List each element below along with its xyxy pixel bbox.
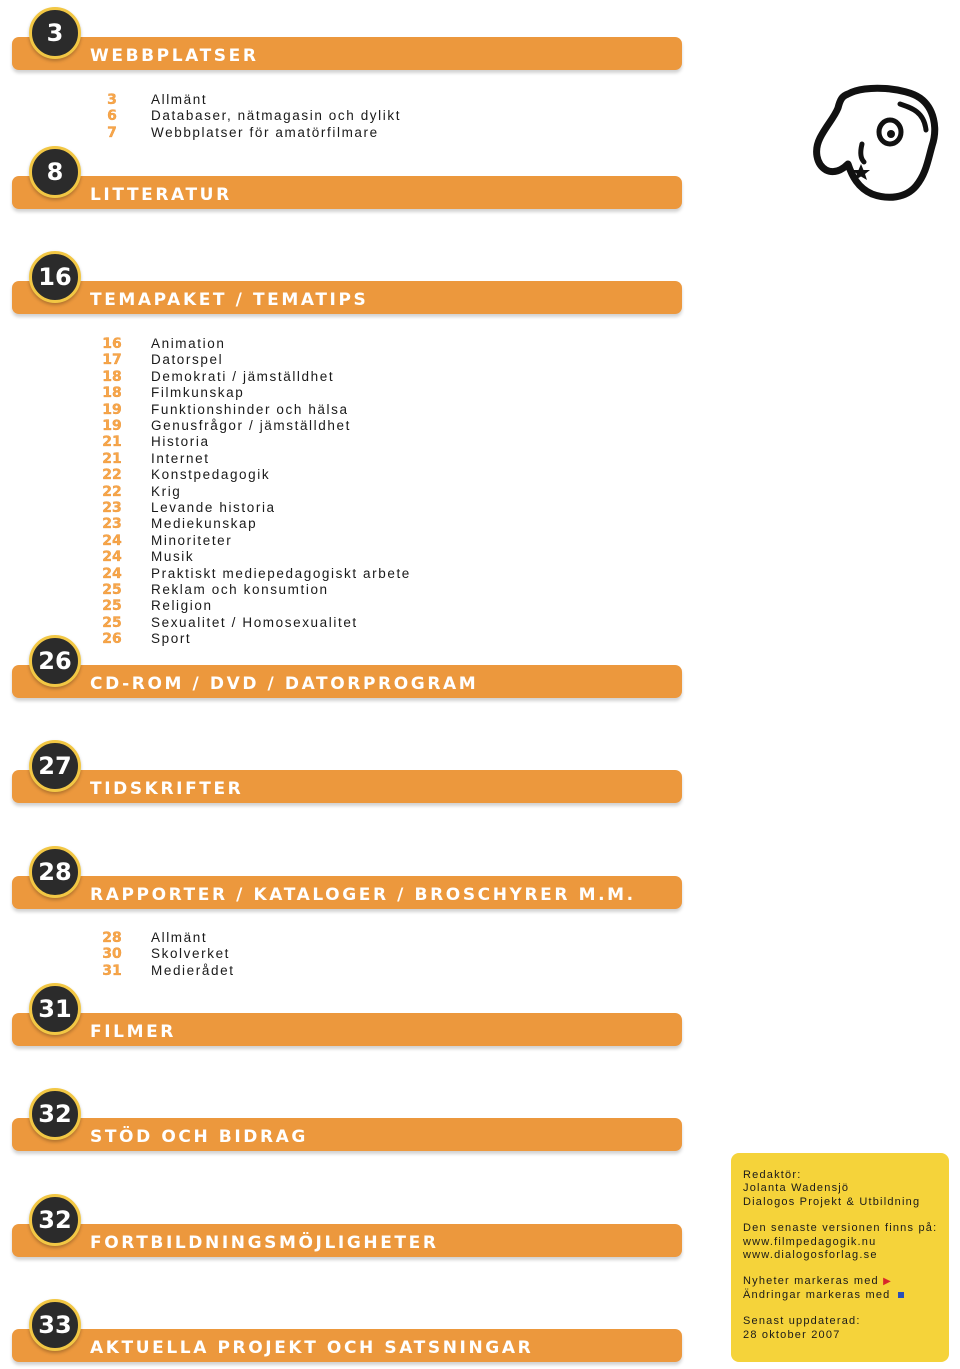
- page-number-badge: 8: [29, 146, 81, 198]
- page-number-badge: 26: [29, 635, 81, 687]
- item-label: Sport: [151, 631, 192, 647]
- item-page-number: 23: [102, 500, 122, 516]
- item-label: Allmänt: [151, 930, 208, 945]
- item-label: Konstpedagogik: [151, 467, 271, 483]
- item-label: Krig: [151, 483, 182, 499]
- item-page-number: 24: [102, 549, 122, 566]
- item-label: Musik: [151, 549, 195, 565]
- page-number-badge: 32: [29, 1194, 81, 1246]
- item-label: Animation: [151, 336, 226, 351]
- item-page-number: 18: [102, 385, 122, 402]
- item-label: Demokrati / jämställdhet: [151, 368, 335, 384]
- item-label: Skolverket: [151, 946, 231, 962]
- item-page-number: 24: [102, 532, 122, 549]
- item-label: Filmkunskap: [151, 385, 245, 401]
- latest-version-group: [743, 1222, 939, 1262]
- changes-legend: [743, 1289, 939, 1302]
- item-label: Internet: [151, 450, 210, 466]
- legend-group: [743, 1275, 939, 1302]
- item-page-number: 28: [102, 930, 122, 946]
- item-page-number: 30: [102, 946, 122, 963]
- page-number-badge: 27: [29, 740, 81, 792]
- section-title: FORTBILDNINGSMÖJLIGHETER: [90, 1233, 439, 1253]
- section-bar[interactable]: [12, 770, 682, 803]
- section-bar[interactable]: [12, 281, 682, 314]
- item-page-number: 23: [102, 516, 122, 533]
- item-label: Mediekunskap: [151, 516, 258, 532]
- news-label: Nyheter markeras med: [743, 1275, 879, 1288]
- section-bar[interactable]: [12, 1224, 682, 1257]
- editor-group: [743, 1169, 939, 1209]
- section-bar[interactable]: [12, 1013, 682, 1046]
- section-title: AKTUELLA PROJEKT OCH SATSNINGAR: [90, 1338, 534, 1358]
- section-bar[interactable]: [12, 37, 682, 70]
- section-title: RAPPORTER / KATALOGER / BROSCHYRER M.M.: [90, 885, 636, 905]
- item-label: Praktiskt mediepedagogiskt arbete: [151, 565, 411, 581]
- item-page-number: 25: [102, 582, 122, 598]
- item-label: Databaser, nätmagasin och dylikt: [151, 108, 402, 124]
- blue-square-icon: [898, 1292, 904, 1298]
- section-title: FILMER: [90, 1022, 176, 1042]
- section-bar[interactable]: [12, 1329, 682, 1362]
- section-bar[interactable]: [12, 1118, 682, 1151]
- url-dialogosforlag[interactable]: www.dialogosforlag.se: [743, 1249, 878, 1262]
- item-page-number: 3: [107, 92, 117, 108]
- section-title: WEBBPLATSER: [90, 46, 259, 66]
- editor-name: Jolanta Wadensjö: [743, 1182, 850, 1195]
- section-bar[interactable]: [12, 176, 682, 209]
- section-title: LITTERATUR: [90, 185, 232, 205]
- item-label: Allmänt: [151, 92, 208, 107]
- info-box: [731, 1153, 949, 1362]
- news-legend: [743, 1275, 939, 1288]
- item-page-number: 19: [102, 418, 122, 434]
- item-page-number: 26: [102, 631, 122, 648]
- section-title: STÖD OCH BIDRAG: [90, 1127, 308, 1147]
- item-page-number: 21: [102, 450, 122, 467]
- page-number-badge: 3: [29, 7, 81, 59]
- item-label: Genusfrågor / jämställdhet: [151, 418, 351, 433]
- item-page-number: 16: [102, 336, 122, 352]
- item-label: Reklam och konsumtion: [151, 582, 329, 597]
- item-page-number: 21: [102, 434, 122, 451]
- page-number-badge: 33: [29, 1299, 81, 1351]
- item-page-number: 24: [102, 565, 122, 582]
- item-page-number: 25: [102, 598, 122, 615]
- latest-label: Den senaste versionen finns på:: [743, 1222, 938, 1235]
- item-page-number: 22: [102, 467, 122, 484]
- item-label: Religion: [151, 598, 213, 614]
- item-page-number: 19: [102, 401, 122, 418]
- changes-label: Ändringar markeras med: [743, 1288, 891, 1301]
- page-number-badge: 16: [29, 251, 81, 303]
- item-label: Historia: [151, 434, 210, 450]
- page-number-badge: 32: [29, 1088, 81, 1140]
- item-page-number: 6: [107, 108, 117, 125]
- item-page-number: 25: [102, 614, 122, 631]
- item-label: Minoriteter: [151, 532, 233, 548]
- item-label: Sexualitet / Homosexualitet: [151, 614, 358, 630]
- item-label: Funktionshinder och hälsa: [151, 401, 349, 417]
- item-page-number: 7: [107, 124, 117, 141]
- item-page-number: 22: [102, 483, 122, 500]
- section-title: TIDSKRIFTER: [90, 779, 244, 799]
- section-title: TEMAPAKET / TEMATIPS: [90, 290, 369, 310]
- item-page-number: 17: [102, 352, 122, 369]
- page-number-badge: 28: [29, 846, 81, 898]
- item-label: Levande historia: [151, 500, 276, 515]
- url-filmpedagogik[interactable]: www.filmpedagogik.nu: [743, 1235, 877, 1248]
- section-bar[interactable]: [12, 665, 682, 698]
- updated-date: 28 oktober 2007: [743, 1328, 841, 1341]
- item-label: Datorspel: [151, 352, 224, 368]
- dog-face-icon: [808, 82, 940, 204]
- page-number-badge: 31: [29, 983, 81, 1035]
- updated-group: [743, 1315, 939, 1342]
- item-page-number: 31: [102, 962, 122, 979]
- item-label: Medierådet: [151, 962, 235, 978]
- red-triangle-icon: ▶: [883, 1276, 893, 1288]
- updated-label: Senast uppdaterad:: [743, 1315, 861, 1328]
- section-bar[interactable]: [12, 876, 682, 909]
- editor-org: Dialogos Projekt & Utbildning: [743, 1195, 921, 1208]
- section-title: CD-ROM / DVD / DATORPROGRAM: [90, 674, 479, 694]
- item-page-number: 18: [102, 368, 122, 385]
- editor-label: Redaktör:: [743, 1169, 802, 1181]
- item-label: Webbplatser för amatörfilmare: [151, 124, 379, 140]
